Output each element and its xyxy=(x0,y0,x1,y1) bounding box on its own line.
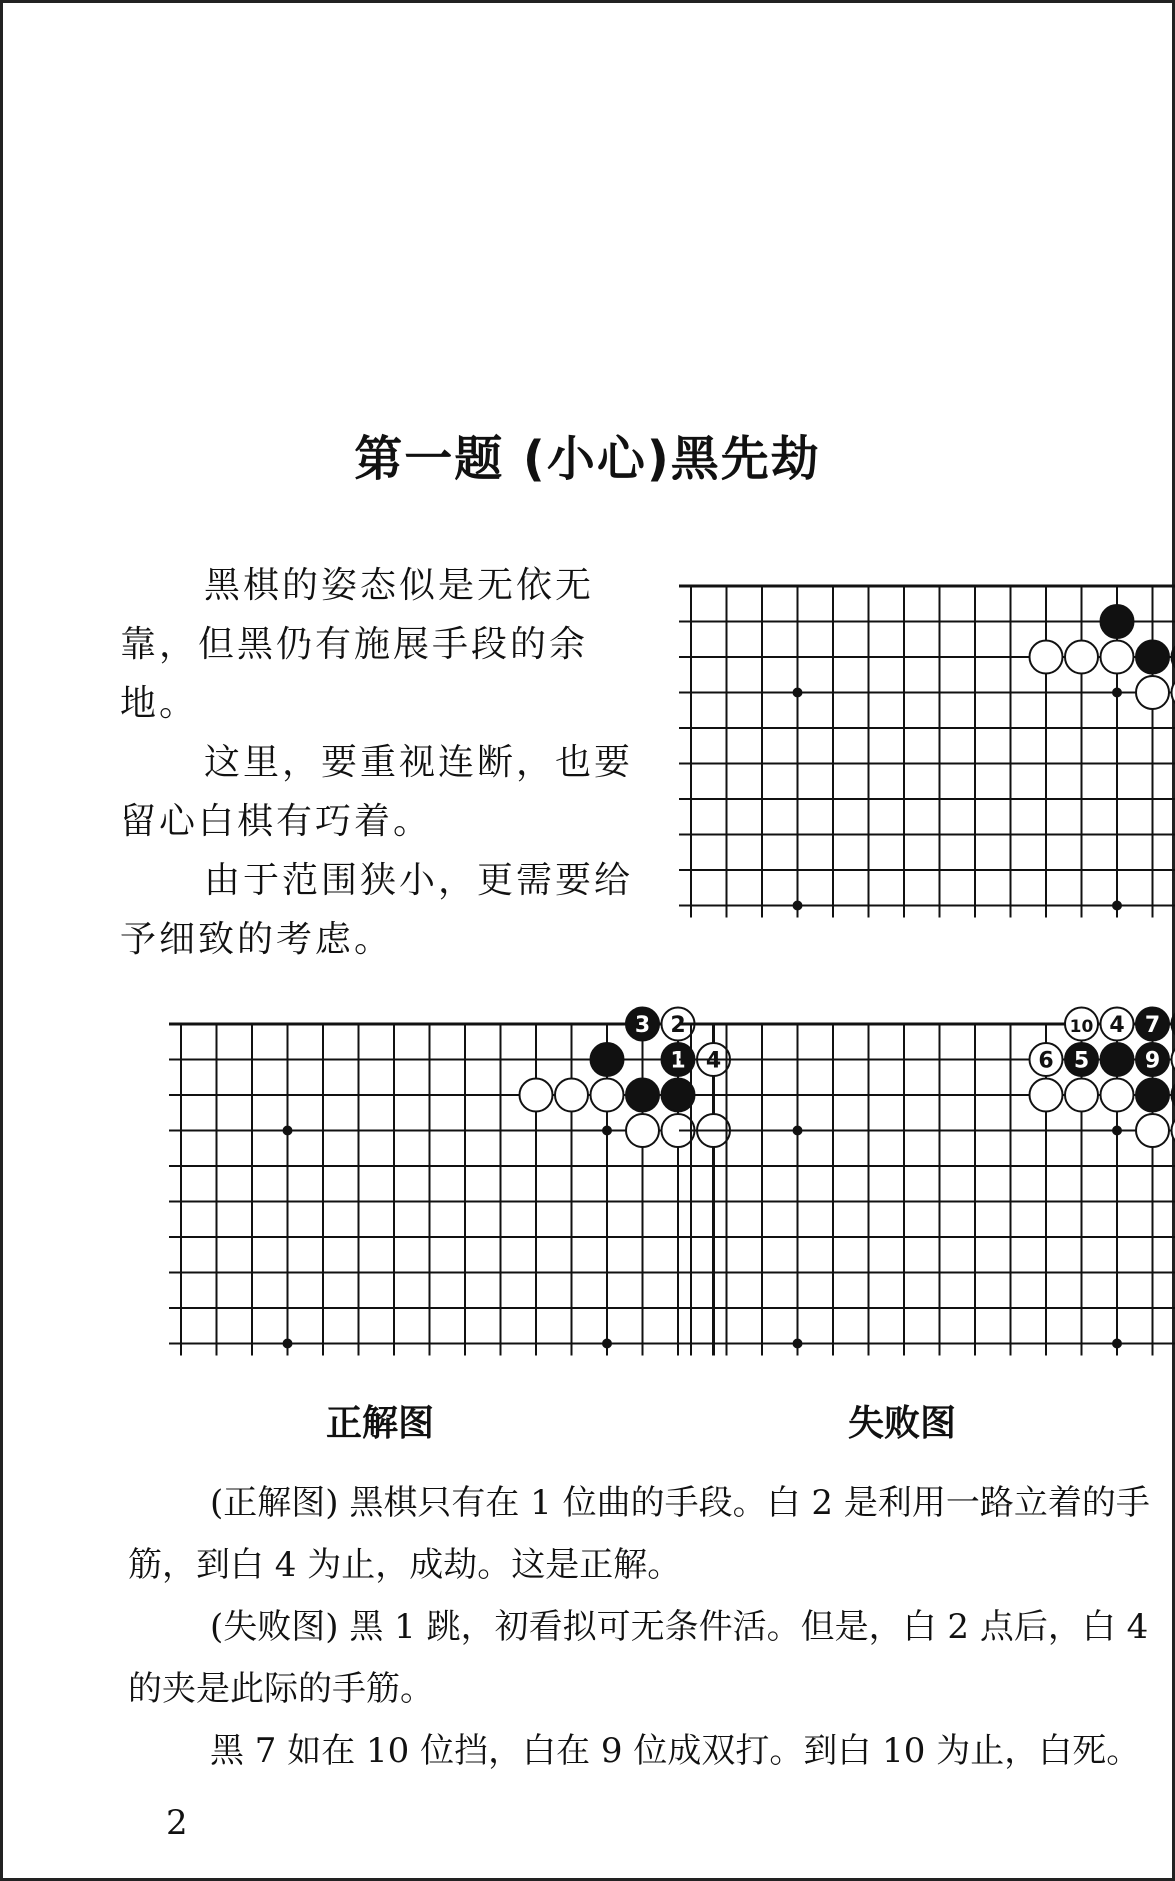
white-stone xyxy=(1030,1043,1063,1076)
star-point xyxy=(793,1126,803,1136)
black-stone xyxy=(1136,1008,1169,1041)
black-stone xyxy=(626,1079,659,1112)
intro-paragraph: 这里，要重视连断，也要留心白棋有巧着。 xyxy=(120,742,634,842)
page-number: 2 xyxy=(166,1803,188,1843)
black-stone xyxy=(1136,1079,1169,1112)
stone-move-number: 1 xyxy=(670,1048,686,1074)
black-stone xyxy=(1101,605,1134,638)
white-stone xyxy=(626,1114,659,1147)
intro-text xyxy=(120,556,640,969)
star-point xyxy=(1112,688,1122,698)
white-stone xyxy=(1101,1008,1134,1041)
stone-move-number: 4 xyxy=(1109,1013,1125,1038)
correct-solution-diagram xyxy=(166,1012,722,1362)
white-stone xyxy=(1030,1079,1063,1112)
white-stone xyxy=(1030,641,1063,674)
stone-move-number: 4 xyxy=(705,1048,722,1074)
intro-paragraph: 由于范围狭小，更需要给予细致的考虑。 xyxy=(120,860,634,960)
white-stone xyxy=(1136,676,1169,709)
failure-diagram xyxy=(676,1012,1161,1362)
white-stone xyxy=(520,1079,553,1112)
explanation-paragraph: (失败图) 黑 1 跳，初看拟可无条件活。但是，白 2 点后，白 4 的夹是此际的手筋。 xyxy=(128,1607,1149,1709)
star-point xyxy=(602,1126,612,1136)
white-stone xyxy=(591,1079,624,1112)
stone-move-number: 9 xyxy=(1144,1048,1161,1074)
white-stone xyxy=(1101,1079,1134,1112)
white-stone xyxy=(1136,1114,1169,1147)
stone-move-number: 10 xyxy=(1069,1017,1094,1037)
white-stone xyxy=(1101,641,1134,674)
black-stone xyxy=(626,1008,659,1041)
correct-solution-board xyxy=(166,1012,722,1362)
board-grid xyxy=(679,1024,1175,1356)
star-point xyxy=(793,1339,803,1349)
intro-paragraph: 黑棋的姿态似是无依无靠，但黑仍有施展手段的余地。 xyxy=(120,565,595,724)
star-point xyxy=(602,1339,612,1349)
failure-caption: 失败图 xyxy=(848,1403,957,1444)
failure-board xyxy=(676,1012,1161,1362)
problem-board-diagram xyxy=(676,572,1146,922)
stone-move-number: 3 xyxy=(634,1013,651,1038)
black-stone xyxy=(591,1043,624,1076)
black-stone xyxy=(1101,1043,1134,1076)
star-point xyxy=(283,1126,293,1136)
black-stone xyxy=(1136,1043,1169,1076)
star-point xyxy=(1112,1126,1122,1136)
stone-move-number: 7 xyxy=(1144,1013,1161,1038)
explanation-paragraph: (正解图) 黑棋只有在 1 位曲的手段。白 2 是利用一路立着的手筋，到白 4 为止，成劫。这是正解。 xyxy=(128,1483,1150,1585)
explanation-paragraph: 黑 7 如在 10 位挡，白在 9 位成双打。到白 10 为止，白死。 xyxy=(210,1731,1141,1771)
black-stone xyxy=(1065,1043,1098,1076)
stone-move-number: 2 xyxy=(670,1013,686,1038)
star-point xyxy=(1112,1339,1122,1349)
problem-board xyxy=(676,572,1146,922)
board-grid xyxy=(169,1024,714,1356)
stone-move-number: 5 xyxy=(1073,1048,1090,1074)
white-stone xyxy=(1065,641,1098,674)
problem-title: 第一题 (小心)黑先劫 xyxy=(354,431,821,487)
white-stone xyxy=(1065,1008,1098,1041)
stone-move-number: 6 xyxy=(1038,1048,1054,1074)
star-point xyxy=(793,688,803,698)
black-stone xyxy=(1136,641,1169,674)
white-stone xyxy=(555,1079,588,1112)
explanation-text xyxy=(128,1472,1158,1782)
star-point xyxy=(283,1339,293,1349)
star-point xyxy=(793,901,803,911)
star-point xyxy=(1112,901,1122,911)
correct-caption: 正解图 xyxy=(326,1403,435,1444)
white-stone xyxy=(1065,1079,1098,1112)
board-grid xyxy=(679,586,1175,918)
